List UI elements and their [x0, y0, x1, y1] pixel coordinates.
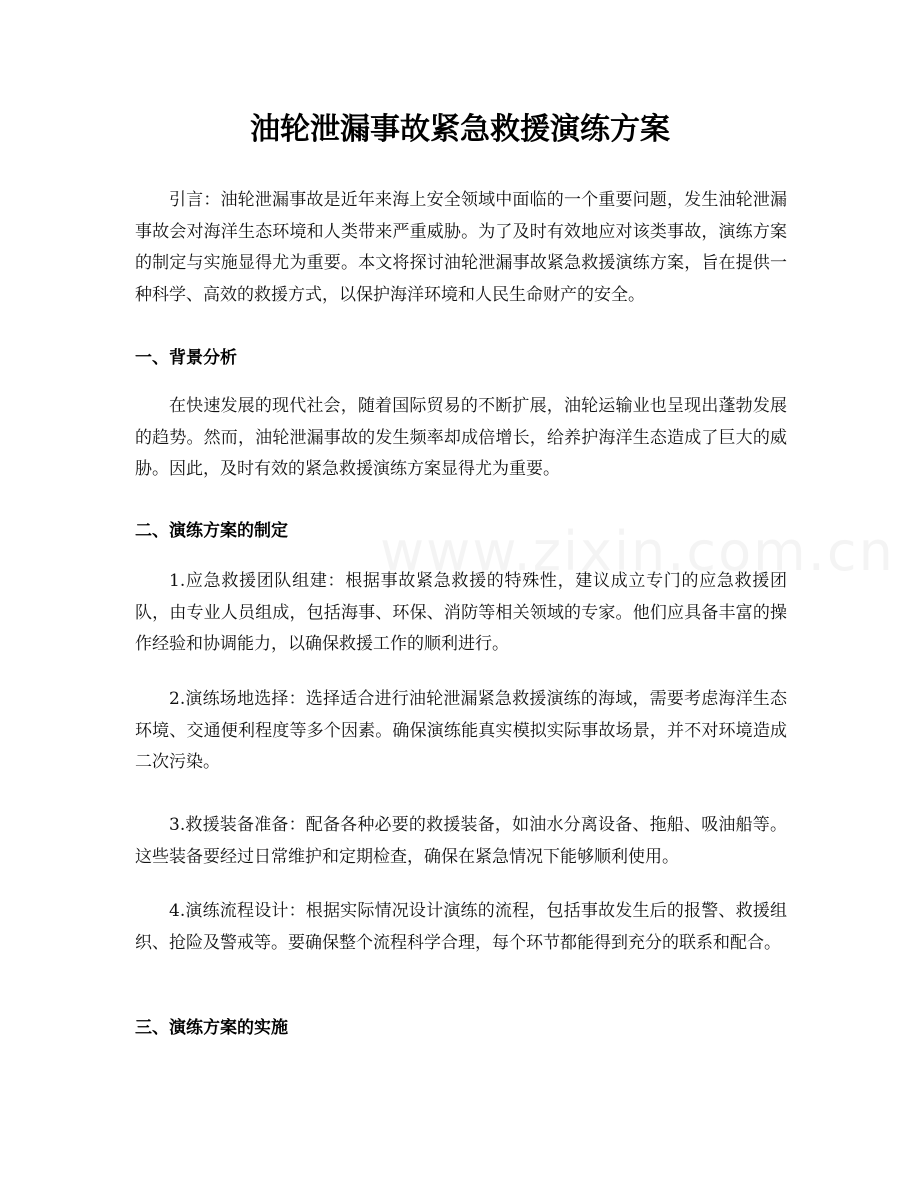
section-heading-plan-formulation: 二、演练方案的制定 — [135, 521, 288, 541]
plan-item-team: 1.应急救援团队组建：根据事故紧急救援的特殊性，建议成立专门的应急救援团队，由专业人员组成，包括海事、环保、消防等相关领域的专家。他们应具备丰富的操作经验和协调能力，以确保救援工作的顺利进行。 — [135, 571, 787, 654]
document-title: 油轮泄漏事故紧急救援演练方案 — [250, 112, 670, 147]
plan-item-equipment: 3.救援装备准备：配备各种必要的救援装备，如油水分离设备、拖船、吸油船等。这些装备要经过日常维护和定期检查，确保在紧急情况下能够顺利使用。 — [135, 815, 787, 867]
plan-item-site: 2.演练场地选择：选择适合进行油轮泄漏紧急救援演练的海域，需要考虑海洋生态环境、交通便利程度等多个因素。确保演练能真实模拟实际事故场景，并不对环境造成二次污染。 — [135, 689, 787, 772]
intro-paragraph: 引言：油轮泄漏事故是近年来海上安全领域中面临的一个重要问题，发生油轮泄漏事故会对海洋生态环境和人类带来严重威胁。为了及时有效地应对该类事故，演练方案的制定与实施显得尤为重要。本文将探讨油轮泄漏事故紧急救援演练方案，旨在提供一种科学、高效的救援方式，以保护海洋环境和人民生命财产的安全。 — [135, 190, 787, 305]
section-heading-plan-implementation: 三、演练方案的实施 — [135, 1018, 288, 1038]
plan-item-process: 4.演练流程设计：根据实际情况设计演练的流程，包括事故发生后的报警、救援组织、抢险及警戒等。要确保整个流程科学合理，每个环节都能得到充分的联系和配合。 — [135, 901, 787, 953]
background-paragraph: 在快速发展的现代社会，随着国际贸易的不断扩展，油轮运输业也呈现出蓬勃发展的趋势。然而，油轮泄漏事故的发生频率却成倍增长，给养护海洋生态造成了巨大的威胁。因此，及时有效的紧急救援演练方案显得尤为重要。 — [135, 396, 787, 479]
section-heading-background: 一、背景分析 — [135, 348, 237, 368]
